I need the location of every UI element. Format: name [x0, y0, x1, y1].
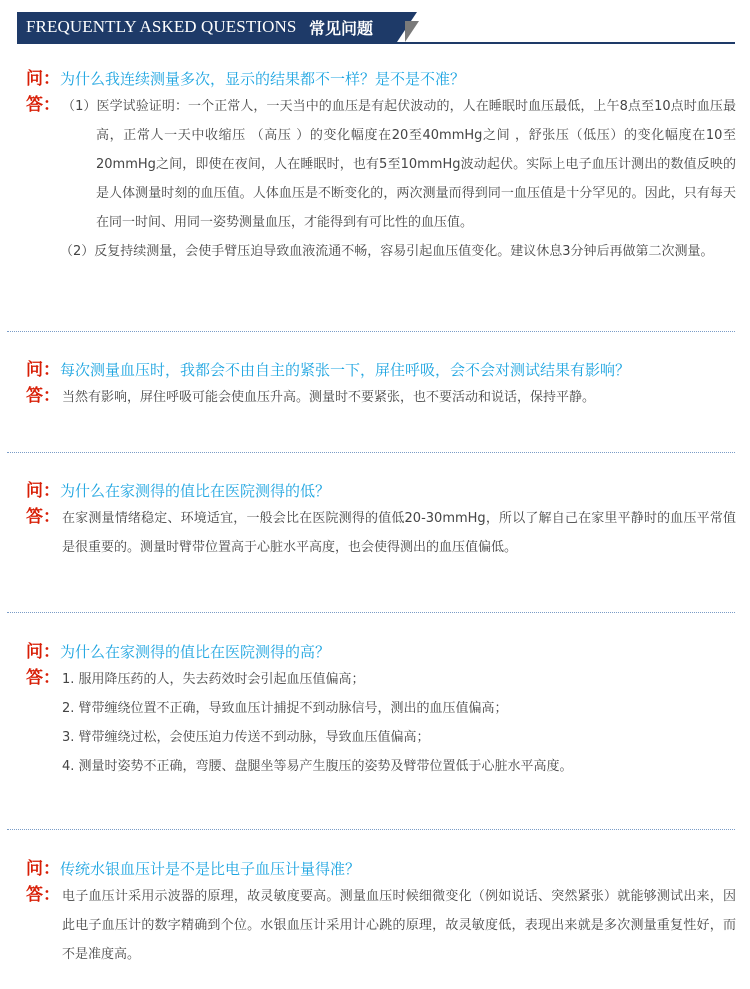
question-mark: 问： — [26, 642, 60, 662]
divider — [7, 331, 735, 332]
answer-paragraph: 在家测量情绪稳定、环境适宜，一般会比在医院测得的值低20-30mmHg，所以了解自己在家里平静时的血压平常值是很重要的。测量时臂带位置高于心脏水平高度，也会使得测出的血压值偏低。 — [62, 511, 736, 555]
question-text: 为什么我连续测量多次，显示的结果都不一样？是不是不准？ — [60, 70, 466, 88]
answer-list-item: 1. 服用降压药的人，失去药效时会引起血压值偏高； — [62, 672, 365, 687]
question-mark: 问： — [26, 481, 60, 501]
question-row — [26, 478, 736, 504]
header-rule — [17, 42, 735, 44]
faq-item-5 — [26, 856, 736, 969]
question-row — [26, 639, 736, 665]
question-text: 传统水银血压计是不是比电子血压计量得准？ — [60, 860, 361, 878]
answer-list-item: 3. 臂带缠绕过松，会使压迫力传送不到动脉，导致血压值偏高； — [62, 730, 430, 745]
header-title-en: FREQUENTLY ASKED QUESTIONS — [26, 17, 297, 36]
answer-list-item: 4. 测量时姿势不正确，弯腰、盘腿坐等易产生腹压的姿势及臂带位置低于心脏水平高度。 — [62, 759, 573, 774]
question-row — [26, 357, 736, 383]
header-title-cn: 常见问题 — [309, 19, 374, 38]
question-text: 每次测量血压时，我都会不由自主的紧张一下，屏住呼吸，会不会对测试结果有影响？ — [60, 361, 631, 379]
answer-mark: 答： — [26, 885, 60, 905]
answer-mark: 答： — [26, 386, 60, 406]
question-text: 为什么在家测得的值比在医院测得的低？ — [60, 482, 331, 500]
answer-paragraph: 当然有影响，屏住呼吸可能会使血压升高。测量时不要紧张，也不要活动和说话，保持平静。 — [62, 390, 596, 405]
header-wedge-decoration — [405, 21, 419, 42]
divider — [7, 452, 735, 453]
divider — [7, 829, 735, 830]
answer-mark: 答： — [26, 95, 60, 115]
answer-paragraph: （2）反复持续测量，会使手臂压迫导致血液流通不畅，容易引起血压值变化。建议休息3分钟后再做第二次测量。 — [60, 244, 714, 259]
faq-item-1 — [26, 66, 736, 266]
answer-list-item: 2. 臂带缠绕位置不正确，导致血压计捕捉不到动脉信号，测出的血压值偏高； — [62, 701, 508, 716]
answer-block — [26, 504, 736, 562]
question-row — [26, 856, 736, 882]
question-mark: 问： — [26, 859, 60, 879]
faq-item-4 — [26, 639, 736, 781]
answer-mark: 答： — [26, 507, 60, 527]
faq-item-3 — [26, 478, 736, 562]
answer-paragraph: （1）医学试验证明：一个正常人，一天当中的血压是有起伏波动的，人在睡眠时血压最低，上午8点至10点时血压最高，正常人一天中收缩压 （高压 ）的变化幅度在20至40mmHg之间 ，舒张压（低压）的变化幅度在10至20mmHg之间，即使在夜间，人在睡眠时，也有5至10mmHg波动起伏。实际上电子血压计测出的数值反映的是人体测量时刻的血压值。人体血压是不断变化的，两次测量而得到同一血压值是十分罕见的。因此，只有每天在同一时间、用同一姿势测量血压，才能得到有可比性的血压值。 — [62, 99, 736, 230]
answer-block — [26, 665, 736, 781]
answer-block — [26, 92, 736, 266]
divider — [7, 612, 735, 613]
answer-block — [26, 882, 736, 969]
question-text: 为什么在家测得的值比在医院测得的高？ — [60, 643, 331, 661]
answer-mark: 答： — [26, 668, 60, 688]
faq-item-2 — [26, 357, 736, 412]
question-mark: 问： — [26, 69, 60, 89]
answer-block — [26, 383, 736, 412]
question-row — [26, 66, 736, 92]
question-mark: 问： — [26, 360, 60, 380]
answer-paragraph: 电子血压计采用示波器的原理，故灵敏度要高。测量血压时候细微变化（例如说话、突然紧张）就能够测试出来，因此电子血压计的数字精确到个位。水银血压计采用计心跳的原理，故灵敏度低，表现出来就是多次测量重复性好，而不是准度高。 — [62, 889, 736, 962]
